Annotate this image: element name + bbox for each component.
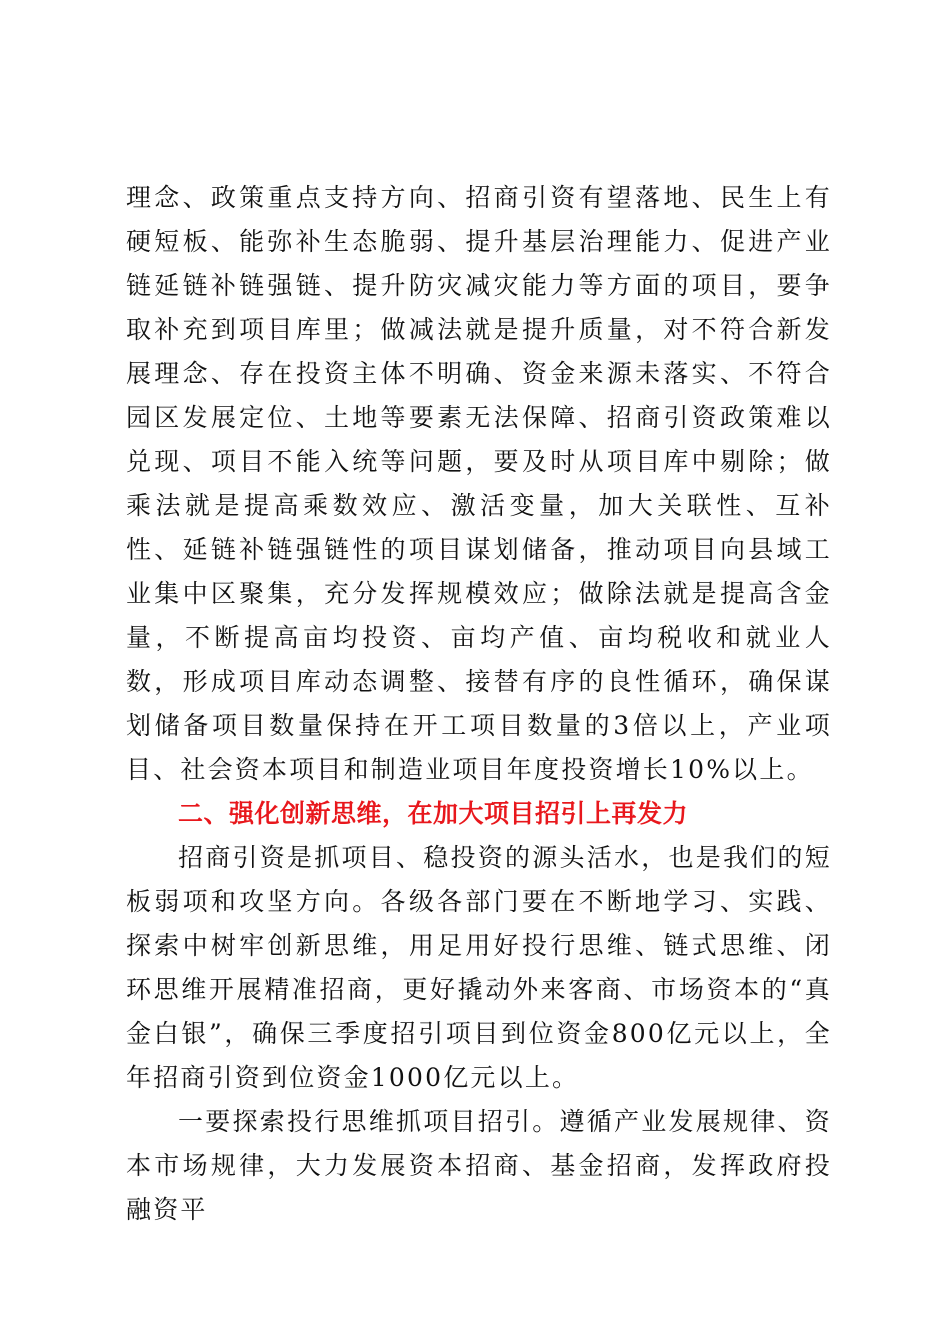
- section-heading-innovation: 二、强化创新思维，在加大项目招引上再发力: [178, 799, 689, 828]
- document-body: [126, 176, 832, 1232]
- paragraph-investment-attraction: 招商引资是抓项目、稳投资的源头活水，也是我们的短板弱项和攻坚方向。各级各部门要在不断地学习、实践、探索中树牢创新思维，用足用好投行思维、链式思维、闭环思维开展精准招商，更好撬动外来客商、市场资本的“真金白银”，确保三季度招引项目到位资金800亿元以上，全年招商引资到位资金1000亿元以上。: [126, 843, 832, 1092]
- paragraph-investment-banking-thinking: 一要探索投行思维抓项目招引。遵循产业发展规律、资本市场规律，大力发展资本招商、基金招商，发挥政府投融资平: [126, 1107, 832, 1224]
- paragraph-project-library-arithmetic: 理念、政策重点支持方向、招商引资有望落地、民生上有硬短板、能弥补生态脆弱、提升基层治理能力、促进产业链延链补链强链、提升防灾减灾能力等方面的项目，要争取补充到项目库里；做减法就是提升质量，对不符合新发展理念、存在投资主体不明确、资金来源未落实、不符合园区发展定位、土地等要素无法保障、招商引资政策难以兑现、项目不能入统等问题，要及时从项目库中剔除；做乘法就是提高乘数效应、激活变量，加大关联性、互补性、延链补链强链性的项目谋划储备，推动项目向县域工业集中区聚集，充分发挥规模效应；做除法就是提高含金量，不断提高亩均投资、亩均产值、亩均税收和就业人数，形成项目库动态调整、接替有序的良性循环，确保谋划储备项目数量保持在开工项目数量的3倍以上，产业项目、社会资本项目和制造业项目年度投资增长10%以上。: [126, 183, 832, 784]
